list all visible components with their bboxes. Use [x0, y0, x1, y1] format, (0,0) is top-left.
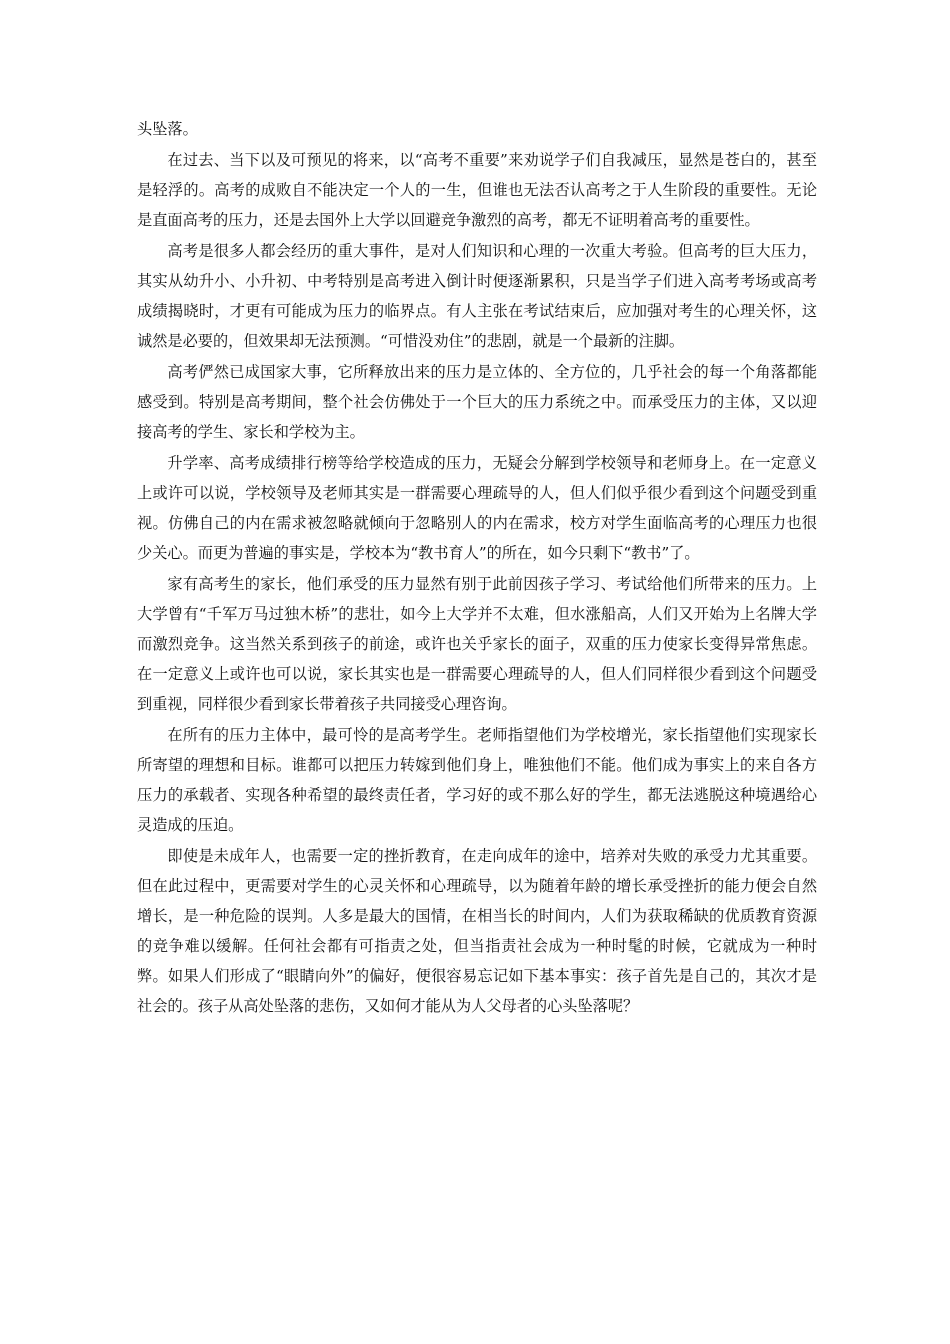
paragraph: 升学率、高考成绩排行榜等给学校造成的压力，无疑会分解到学校领导和老师身上。在一定意义上或许可以说，学校领导及老师其实是一群需要心理疏导的人，但人们似乎很少看到这个问题受到重视。仿佛自己的内在需求被忽略就倾向于忽略别人的内在需求，校方对学生面临高考的心理压力也很少关心。而更为普遍的事实是，学校本为“教书育人”的所在，如今只剩下“教书”了。: [137, 454, 817, 562]
paragraph: 家有高考生的家长，他们承受的压力显然有别于此前因孩子学习、考试给他们所带来的压力。上大学曾有“千军万马过独木桥”的悲壮，如今上大学并不太难，但水涨船高，人们又开始为上名牌大学而激烈竞争。这当然关系到孩子的前途，或许也关乎家长的面子，双重的压力使家长变得异常焦虑。在一定意义上或许也可以说，家长其实也是一群需要心理疏导的人，但人们同样很少看到这个问题受到重视，同样很少看到家长带着孩子共同接受心理咨询。: [137, 575, 817, 713]
paragraph: 高考俨然已成国家大事，它所释放出来的压力是立体的、全方位的，几乎社会的每一个角落都能感受到。特别是高考期间，整个社会仿佛处于一个巨大的压力系统之中。而承受压力的主体，又以迎接高考的学生、家长和学校为主。: [137, 363, 817, 441]
paragraph: 在过去、当下以及可预见的将来，以“高考不重要”来劝说学子们自我减压，显然是苍白的，甚至是轻浮的。高考的成败自不能决定一个人的一生，但谁也无法否认高考之于人生阶段的重要性。无论是直面高考的压力，还是去国外上大学以回避竞争激烈的高考，都无不证明着高考的重要性。: [137, 151, 817, 229]
paragraph-continuation: 头坠落。: [137, 120, 198, 138]
paragraph: 即使是未成年人，也需要一定的挫折教育，在走向成年的途中，培养对失败的承受力尤其重要。但在此过程中，更需要对学生的心灵关怀和心理疏导，以为随着年龄的增长承受挫折的能力便会自然增长，是一种危险的误判。人多是最大的国情，在相当长的时间内，人们为获取稀缺的优质教育资源的竞争难以缓解。任何社会都有可指责之处，但当指责社会成为一种时髦的时候，它就成为一种时弊。如果人们形成了“眼睛向外”的偏好，便很容易忘记如下基本事实：孩子首先是自己的，其次才是社会的。孩子从高处坠落的悲伤，又如何才能从为人父母者的心头坠落呢？: [137, 847, 817, 1015]
document-body: [137, 114, 817, 1022]
paragraph: 在所有的压力主体中，最可怜的是高考学生。老师指望他们为学校增光，家长指望他们实现家长所寄望的理想和目标。谁都可以把压力转嫁到他们身上，唯独他们不能。他们成为事实上的来自各方压力的承载者、实现各种希望的最终责任者，学习好的或不那么好的学生，都无法逃脱这种境遇给心灵造成的压迫。: [137, 726, 817, 834]
paragraph: 高考是很多人都会经历的重大事件，是对人们知识和心理的一次重大考验。但高考的巨大压力，其实从幼升小、小升初、中考特别是高考进入倒计时便逐渐累积，只是当学子们进入高考考场或高考成绩揭晓时，才更有可能成为压力的临界点。有人主张在考试结束后，应加强对考生的心理关怀，这诚然是必要的，但效果却无法预测。“可惜没劝住”的悲剧，就是一个最新的注脚。: [137, 242, 817, 350]
